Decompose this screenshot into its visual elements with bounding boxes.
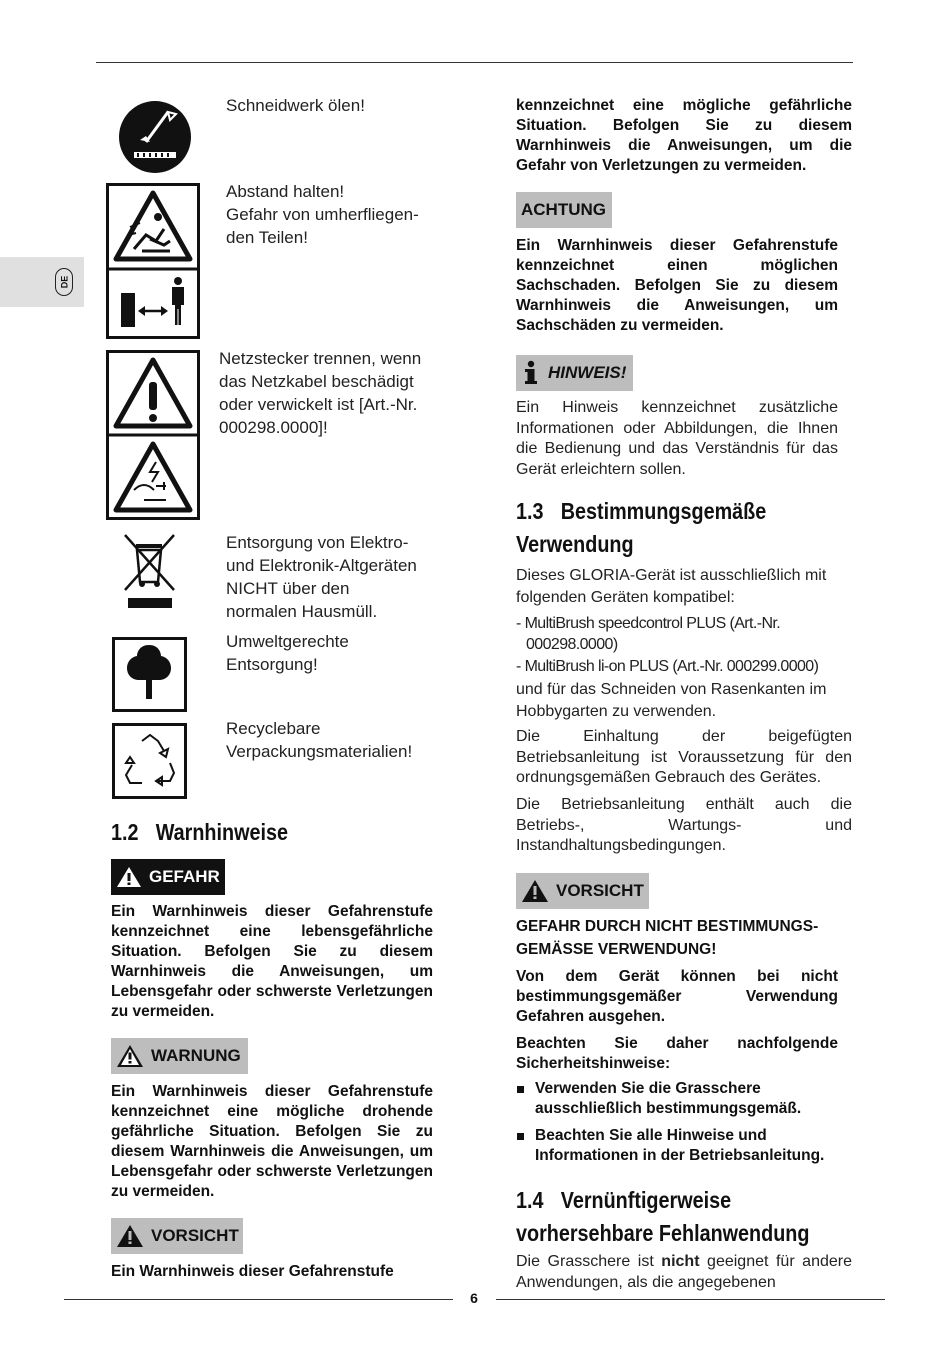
warning-triangle-icon xyxy=(521,879,549,903)
footer-rule-right xyxy=(496,1299,885,1300)
gefahr-text: Ein Warnhinweis dieser Gefahrenstufe kennzeichnet eine lebensgefährliche Situation. Befolgen Sie zu diesem Warnhinweis die Anweisungen, um Lebensgefahr oder schwerste Verletzungen zu vermeiden. xyxy=(111,903,433,1020)
bullet-square xyxy=(517,1086,524,1093)
recycle-icon xyxy=(112,723,187,799)
tree-icon xyxy=(112,637,187,712)
heading-1-4: 1.4 Vernünftigerweise vorhersehbare Fehlanwendung xyxy=(516,1187,810,1246)
compat-item-1: - MultiBrush speedcontrol PLUS (Art.-Nr. 000298.0000) xyxy=(516,615,781,653)
info-icon xyxy=(521,360,541,386)
achtung-label: ACHTUNG xyxy=(516,192,612,228)
usage-paragraph-1: Dieses GLORIA-Gerät ist ausschließlich mit folgenden Geräten kompatibel: xyxy=(516,567,827,606)
gefahr-label: GEFAHR xyxy=(111,859,225,895)
oil-cutter-icon xyxy=(118,100,192,174)
vorsicht-label-right: VORSICHT xyxy=(516,873,649,909)
compat-item-2: - MultiBrush li-on PLUS (Art.-Nr. 000299.0000) xyxy=(516,658,819,675)
achtung-text: Ein Warnhinweis dieser Gefahrenstufe kennzeichnet einen möglichen Sachschaden. Befolgen Sie zu diesem Warnhinweis die Anweisungen, um Sachschäden zu vermeiden. xyxy=(516,237,838,334)
symbol-text-bin: Entsorgung von Elektro- und Elektronik-Altgeräten NICHT über den normalen Hausmüll. xyxy=(226,533,417,621)
vorsicht-text-left: Ein Warnhinweis dieser Gefahrenstufe xyxy=(111,1263,394,1280)
warning-triangle-icon xyxy=(116,1044,144,1068)
usage-paragraph-3: Die Einhaltung der beigefügten Betriebsanleitung ist Voraussetzung für den ordnungsgemäßen Gebrauch des Gerätes. xyxy=(516,728,852,786)
symbol-text-unplug: Netzstecker trennen, wenn das Netzkabel beschädigt oder verwickelt ist [Art.-Nr. 000298.0000]! xyxy=(219,349,422,437)
hinweis-label: HINWEIS! xyxy=(516,355,633,391)
symbol-text-distance: Abstand halten! Gefahr von umherfliegen- den Teilen! xyxy=(226,182,419,247)
bullet-square xyxy=(517,1133,524,1140)
usage-paragraph-4: Die Betriebsanleitung enthält auch die Betriebs-, Wartungs- und Instandhaltungsbedingungen. xyxy=(516,796,852,854)
page-number: 6 xyxy=(470,1290,478,1306)
usage-paragraph-2: und für das Schneiden von Rasenkanten im Hobbygarten zu verwenden. xyxy=(516,681,827,720)
vorsicht-label-left: VORSICHT xyxy=(111,1218,243,1254)
warning-triangle-icon xyxy=(116,1224,144,1248)
vorsicht-body-1: Von dem Gerät können bei nicht bestimmungsgemäßer Verwendung Gefahren ausgehen. xyxy=(516,968,838,1025)
top-rule xyxy=(96,62,853,63)
symbol-text-tree: Umweltgerechte Entsorgung! xyxy=(226,632,349,674)
language-badge xyxy=(55,268,73,296)
keep-distance-icon xyxy=(106,183,200,339)
list-item: Beachten Sie alle Hinweise und Informationen in der Betriebsanleitung. xyxy=(535,1126,839,1166)
language-code: DE xyxy=(58,275,69,289)
vorsicht-text-continued: kennzeichnet eine mögliche gefährliche Situation. Befolgen Sie zu diesem Warnhinweis die Anweisungen, um die Gefahr von Verletzungen zu vermeiden. xyxy=(516,97,852,174)
vorsicht-body-2: Beachten Sie daher nachfolgende Sicherheitshinweise: xyxy=(516,1035,838,1072)
vorsicht-caps: GEFAHR DURCH NICHT BESTIMMUNGS-GEMÄSSE VERWENDUNG! xyxy=(516,918,819,958)
warnung-text: Ein Warnhinweis dieser Gefahrenstufe kennzeichnet eine mögliche drohende gefährliche Situation. Befolgen Sie zu diesem Warnhinweis die Anweisungen, um Lebensgefahr oder schwerste Verletzungen zu vermeiden. xyxy=(111,1083,433,1200)
crossed-bin-icon xyxy=(122,532,178,612)
list-item: Verwenden Sie die Grasschere ausschließlich bestimmungsgemäß. xyxy=(535,1079,839,1119)
unplug-warning-icon xyxy=(106,350,200,520)
symbol-text-recycle: Recyclebare Verpackungsmaterialien! xyxy=(226,719,413,761)
misuse-paragraph: Die Grasschere ist nicht geeignet für andere Anwendungen, als die angegebenen xyxy=(516,1253,852,1291)
heading-1-3: 1.3 Bestimmungsgemäße Verwendung xyxy=(516,498,767,557)
hinweis-text: Ein Hinweis kennzeichnet zusätzliche Informationen oder Abbildungen, die Ihnen die Bedienung und das Verständnis für das Gerät erleichtern sollen. xyxy=(516,399,838,478)
footer-rule-left xyxy=(64,1299,453,1300)
symbol-text-oil: Schneidwerk ölen! xyxy=(226,96,365,115)
warning-triangle-icon xyxy=(116,866,142,888)
warnung-label: WARNUNG xyxy=(111,1038,248,1074)
heading-1-2: 1.2 Warnhinweise xyxy=(111,819,288,845)
